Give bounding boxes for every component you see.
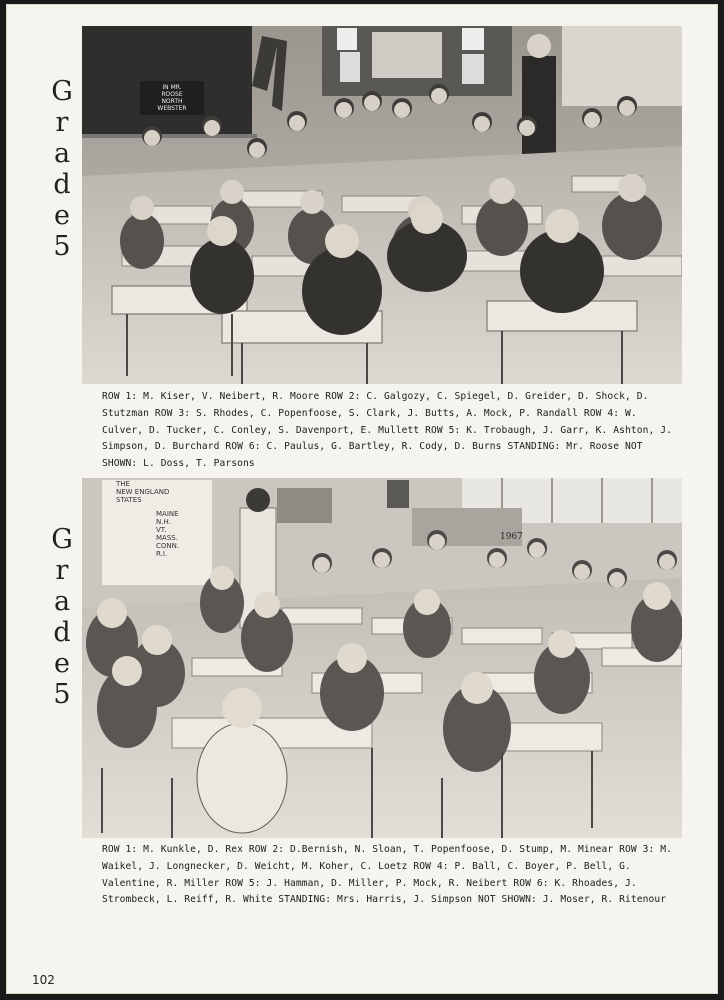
heading-letter: G xyxy=(51,76,73,107)
chart-text: STATES xyxy=(116,496,142,504)
chart-text: MASS. xyxy=(156,534,178,542)
chart-text: THE xyxy=(116,480,130,488)
heading-letter: 5 xyxy=(53,679,71,710)
heading-letter: r xyxy=(55,107,69,138)
sign-text: NORTH xyxy=(161,98,183,105)
sign-text: WEBSTER xyxy=(157,105,187,112)
heading-letter: d xyxy=(53,617,71,648)
sign-text: IN xyxy=(162,84,169,91)
classroom-photo-illustration xyxy=(82,26,682,384)
heading-letter: e xyxy=(54,648,70,679)
heading-letter: a xyxy=(53,586,71,617)
chalkboard-sign xyxy=(140,81,204,115)
chart-text: R.I. xyxy=(156,550,168,558)
heading-letter: r xyxy=(55,555,69,586)
photo-caption-2: ROW 1: M. Kunkle, D. Rex ROW 2: D.Bernish, N. Sloan, T. Popenfoose, D. Stump, M. Minear ROW 3: M. Waikel, J. Longnecker, D. Weicht, M. Koher, C. Loetz ROW 4: P. Ball, C. Boyer, P. Bell, G. Valentine, R. Miller ROW 5: J. Hamman, D. Miller, P. Mock, R. Neibert ROW 6: K. Rhoades, J. Strombeck, L. Reiff, R. White STANDING: Mrs. Harris, J. Simpson NOT SHOWN: J. Moser, R. Ritenour xyxy=(102,844,672,906)
heading-letter: G xyxy=(51,524,73,555)
grade-heading-2 xyxy=(42,524,82,710)
grade-heading-1 xyxy=(42,76,82,262)
chart-text: N.H. xyxy=(156,518,171,526)
chart-text: VT. xyxy=(156,526,167,534)
yearbook-page xyxy=(6,4,718,994)
class-photo-2 xyxy=(82,478,682,838)
sign-text: ROOSE xyxy=(161,91,183,98)
new-england-wall-chart xyxy=(102,480,212,558)
page-number: 102 xyxy=(32,973,55,987)
photo-caption-1: ROW 1: M. Kiser, V. Neibert, R. Moore ROW 2: C. Galgozy, C. Spiegel, D. Greider, D. Shock, D. Stutzman ROW 3: S. Rhodes, C. Popenfoose, S. Clark, J. Butts, A. Mock, P. Randall ROW 4: W. Culver, D. Tucker, C. Conley, S. Davenport, E. Mullett ROW 5: K. Trobaugh, J. Garr, K. Ashton, J. Simpson, D. Burchard ROW 6: C. Paulus, G. Bartley, R. Cody, D. Burns STANDING: Mr. Roose NOT SHOWN: L. Doss, T. Parsons xyxy=(102,391,672,470)
heading-letter: d xyxy=(53,169,71,200)
heading-letter: e xyxy=(54,200,70,231)
chart-text: NEW ENGLAND xyxy=(116,488,170,496)
class-photo-1 xyxy=(82,26,682,384)
chart-text: CONN. xyxy=(156,542,180,550)
sign-text: MR. xyxy=(170,84,182,91)
heading-letter: 5 xyxy=(53,231,71,262)
chart-text: MAINE xyxy=(156,510,179,518)
board-year: 1967 xyxy=(500,532,523,542)
heading-letter: a xyxy=(53,138,71,169)
